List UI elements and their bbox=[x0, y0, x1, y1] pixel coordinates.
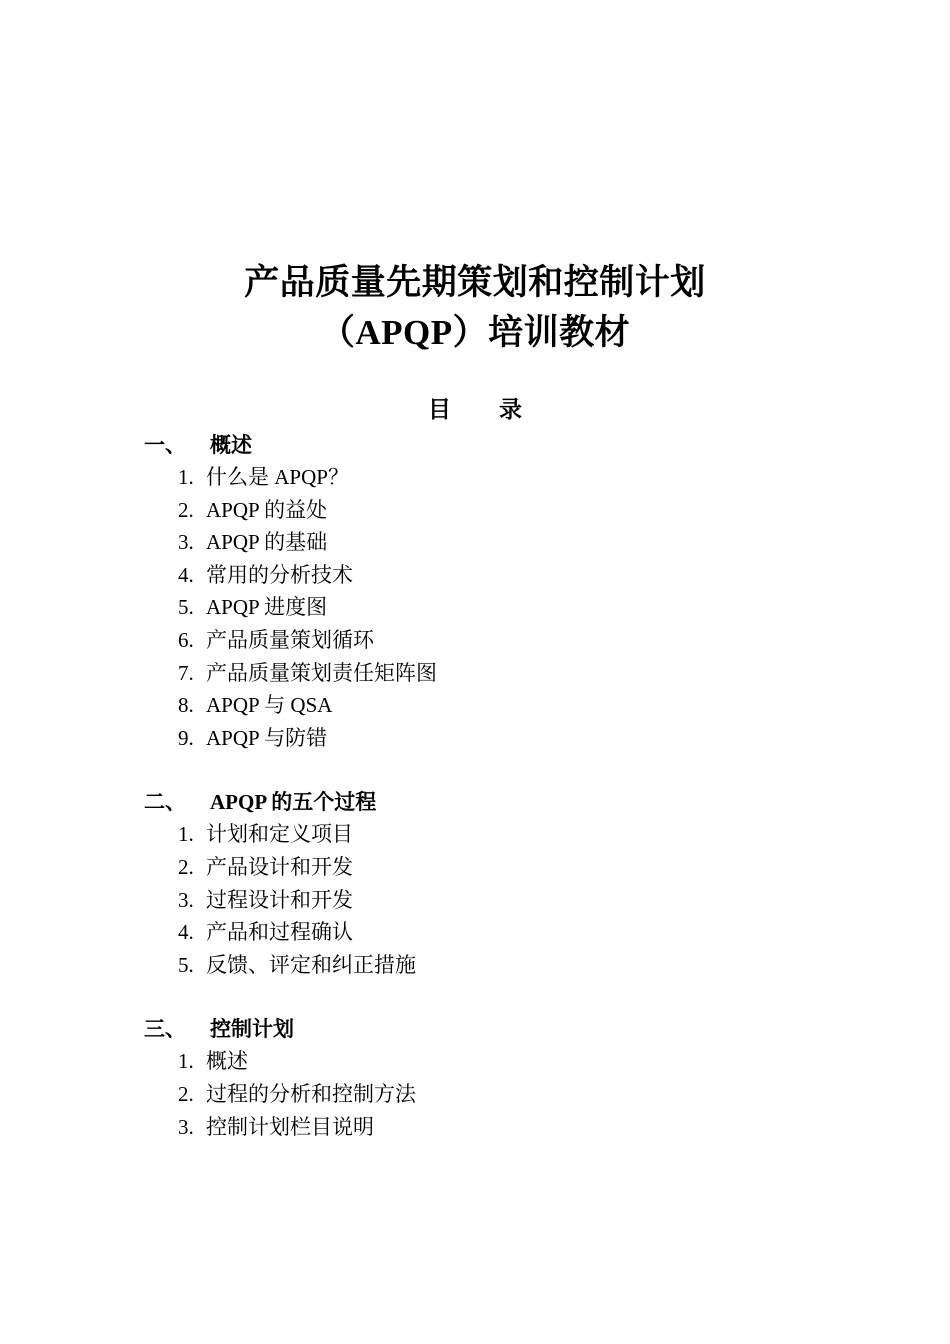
toc-item bbox=[144, 461, 844, 494]
item-label: APQP 与 QSA bbox=[206, 693, 333, 718]
item-number: 6. bbox=[178, 627, 194, 652]
section-title: APQP 的五个过程 bbox=[210, 790, 377, 815]
section-heading bbox=[144, 429, 844, 461]
item-label: 什么是 APQP？ bbox=[206, 465, 349, 489]
item-label: APQP 的益处 bbox=[206, 497, 328, 522]
item-number: 5. bbox=[178, 952, 194, 977]
section-heading bbox=[144, 786, 844, 818]
toc-item bbox=[144, 689, 844, 722]
toc-heading bbox=[0, 392, 950, 428]
toc-heading-char-2: 录 bbox=[499, 397, 522, 422]
toc-item bbox=[144, 559, 844, 592]
item-label: 产品设计和开发 bbox=[206, 854, 353, 879]
item-label: 反馈、评定和纠正措施 bbox=[206, 952, 416, 977]
item-label: 概述 bbox=[206, 1049, 248, 1074]
item-number: 3. bbox=[178, 530, 194, 555]
item-number: 4. bbox=[178, 562, 194, 587]
item-number: 8. bbox=[178, 693, 194, 718]
toc-item bbox=[144, 949, 844, 982]
toc-item bbox=[144, 884, 844, 917]
toc-section-overview bbox=[144, 429, 844, 754]
toc-item bbox=[144, 851, 844, 884]
title-line-1: 产品质量先期策划和控制计划 bbox=[244, 263, 706, 302]
section-number: 一、 bbox=[144, 433, 186, 457]
toc-item bbox=[144, 1111, 844, 1144]
toc-item bbox=[144, 1045, 844, 1078]
item-number: 1. bbox=[178, 822, 194, 847]
item-label: 控制计划栏目说明 bbox=[206, 1114, 374, 1139]
section-title: 概述 bbox=[210, 433, 252, 457]
item-number: 1. bbox=[178, 1049, 194, 1074]
item-number: 2. bbox=[178, 854, 194, 879]
item-label: 计划和定义项目 bbox=[206, 822, 353, 847]
item-label: APQP 进度图 bbox=[206, 595, 328, 620]
item-label: 常用的分析技术 bbox=[206, 562, 353, 587]
item-label: 产品和过程确认 bbox=[206, 920, 353, 945]
item-number: 7. bbox=[178, 660, 194, 685]
item-number: 1. bbox=[178, 465, 194, 489]
item-number: 9. bbox=[178, 725, 194, 750]
toc-item bbox=[144, 591, 844, 624]
toc-item bbox=[144, 1078, 844, 1111]
section-title: 控制计划 bbox=[210, 1017, 294, 1042]
item-label: 产品质量策划循环 bbox=[206, 627, 374, 652]
title-line-2: （APQP）培训教材 bbox=[319, 313, 631, 352]
section-number: 二、 bbox=[144, 790, 186, 815]
toc-item bbox=[144, 916, 844, 949]
toc-item bbox=[144, 624, 844, 657]
item-number: 2. bbox=[178, 497, 194, 522]
toc-item bbox=[144, 722, 844, 755]
item-label: 过程设计和开发 bbox=[206, 887, 353, 912]
item-label: 产品质量策划责任矩阵图 bbox=[206, 660, 437, 685]
item-number: 5. bbox=[178, 595, 194, 620]
toc-item bbox=[144, 526, 844, 559]
item-number: 2. bbox=[178, 1081, 194, 1106]
item-label: 过程的分析和控制方法 bbox=[206, 1081, 416, 1106]
toc-section-five-processes bbox=[144, 786, 844, 981]
toc-item bbox=[144, 657, 844, 690]
toc-item bbox=[144, 818, 844, 851]
toc-sections bbox=[144, 429, 844, 1175]
toc-heading-char-1: 目 bbox=[428, 397, 451, 422]
toc-item bbox=[144, 494, 844, 527]
item-number: 3. bbox=[178, 1114, 194, 1139]
section-heading bbox=[144, 1013, 844, 1045]
item-label: APQP 的基础 bbox=[206, 530, 328, 555]
item-number: 4. bbox=[178, 920, 194, 945]
item-label: APQP 与防错 bbox=[206, 725, 328, 750]
item-number: 3. bbox=[178, 887, 194, 912]
document-title bbox=[0, 258, 950, 358]
toc-section-control-plan bbox=[144, 1013, 844, 1143]
section-number: 三、 bbox=[144, 1017, 186, 1042]
